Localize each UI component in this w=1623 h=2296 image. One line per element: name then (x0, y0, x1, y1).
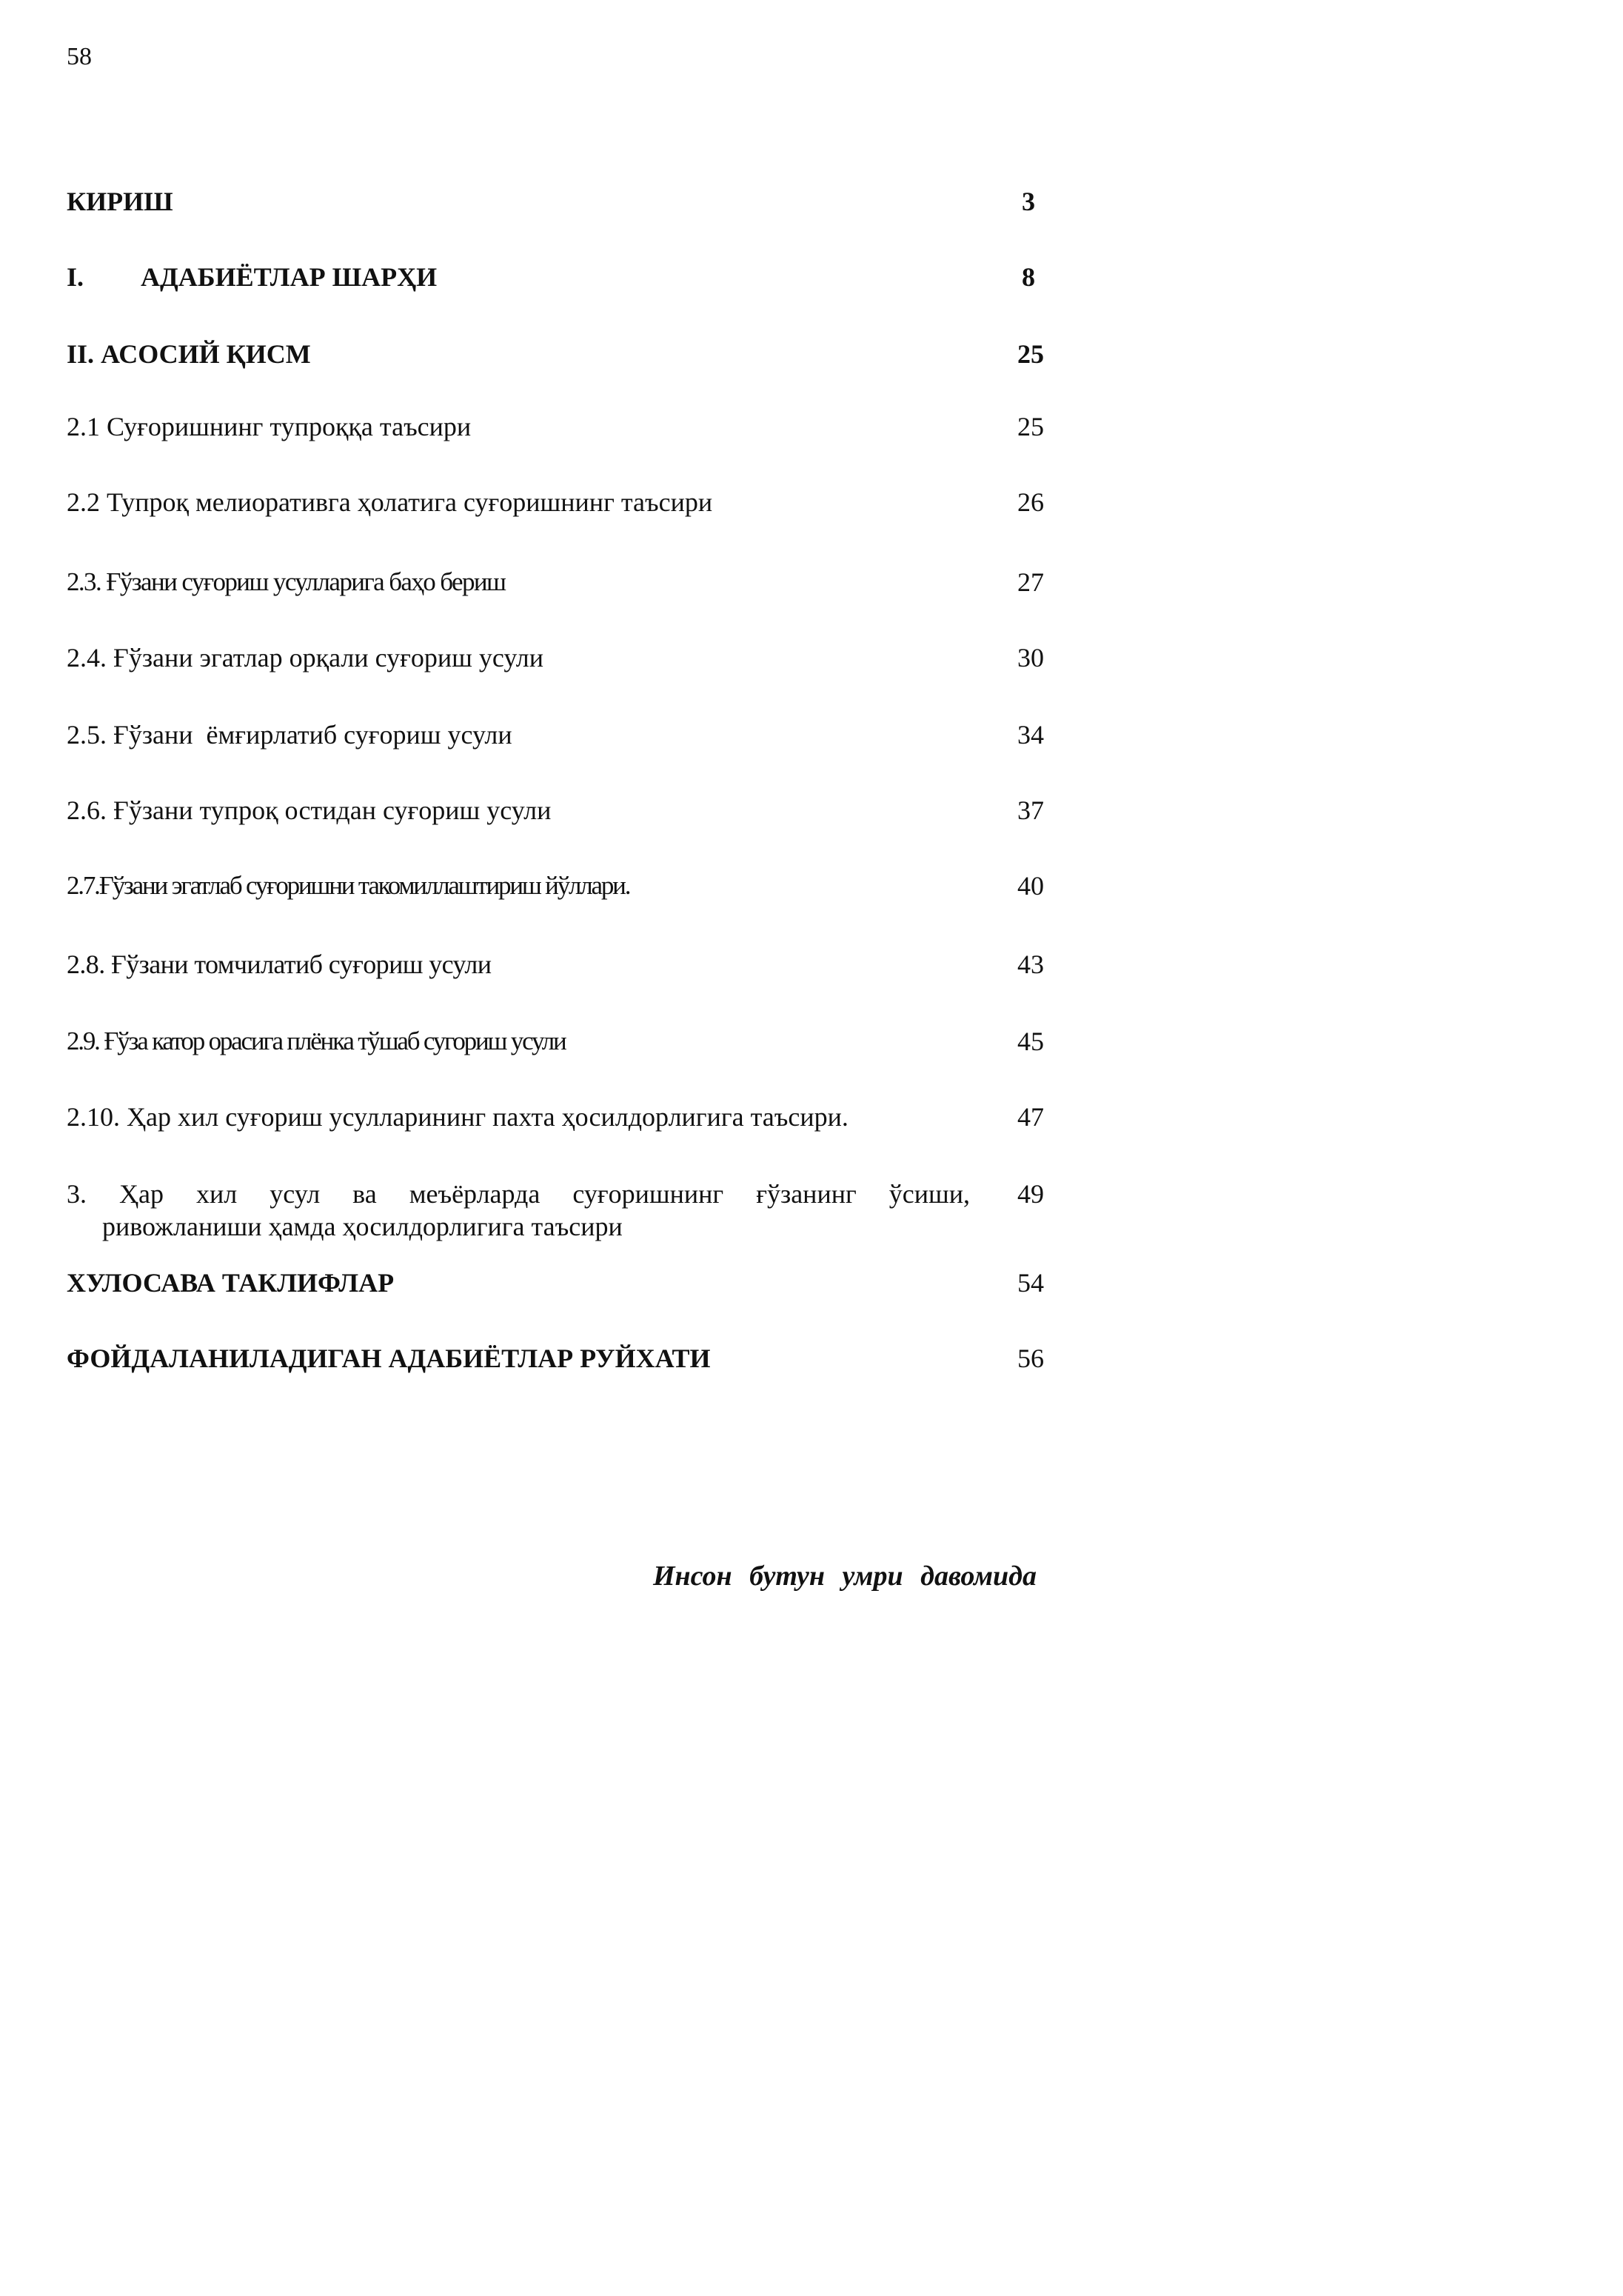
toc-entry-title: 2.1 Суғоришнинг тупроққа таъсири (67, 412, 472, 441)
toc-entry-page: 40 (1017, 871, 1044, 901)
toc-entry-page: 49 (1017, 1179, 1044, 1209)
toc-entry-page: 30 (1017, 643, 1044, 673)
toc-entry-title: 2.6. Ғўзани тупроқ остидан суғориш усули (67, 795, 552, 825)
toc-entry-title-text: АДАБИЁТЛАР ШАРҲИ (141, 262, 438, 292)
toc-entry-title: 2.7.Ғўзани эгатлаб суғоришни такомиллаштириш йўллари. (67, 871, 630, 900)
toc-entry-title-line-2: ривожланиши ҳамда ҳосилдорлигига таъсири (102, 1212, 623, 1241)
toc-entry-page: 8 (1022, 262, 1035, 292)
toc-entry-title (67, 1178, 970, 1243)
toc-entry-page: 25 (1017, 412, 1044, 441)
toc-entry-title: II. АСОСИЙ ҚИСМ (67, 339, 311, 369)
toc-entry-page: 34 (1017, 720, 1044, 750)
toc-entry-page: 56 (1017, 1344, 1044, 1373)
toc-entry-title: КИРИШ (67, 187, 173, 216)
toc-entry-page: 47 (1017, 1102, 1044, 1132)
toc-entry-title: 2.3. Ғўзани суғориш усулларига баҳо бериш (67, 567, 506, 596)
toc-entry-page: 3 (1022, 187, 1035, 216)
epigraph: Инсон бутун умри давомида (652, 1561, 1037, 1592)
toc-entry-page: 25 (1017, 339, 1044, 369)
toc-entry-title (67, 261, 977, 293)
toc-entry-page: 37 (1017, 795, 1044, 825)
toc-entry-page: 26 (1017, 487, 1044, 517)
toc-entry-title: ФОЙДАЛАНИЛАДИГАН АДАБИЁТЛАР РУЙХАТИ (67, 1344, 711, 1373)
toc-entry-title-line-1: 3. Ҳар хил усул ва меъёрларда суғоришнинг ғўзанинг ўсиши, (67, 1179, 970, 1209)
toc-entry-title: ХУЛОСАВА ТАКЛИФЛАР (67, 1268, 395, 1298)
toc-entry-title: 2.8. Ғўзани томчилатиб суғориш усули (67, 950, 492, 979)
toc-entry-page: 45 (1017, 1027, 1044, 1056)
page-number: 58 (67, 43, 92, 70)
toc-entry-number: I. (67, 262, 84, 292)
toc-entry-title: 2.2 Тупроқ мелиоративга ҳолатига суғоришнинг таъсири (67, 487, 713, 517)
toc-entry-page: 43 (1017, 950, 1044, 979)
toc-entry-page: 54 (1017, 1268, 1044, 1298)
toc-entry-title: 2.9. Ғўза катор орасига плёнка тўшаб сугориш усули (67, 1027, 566, 1055)
toc-entry-page: 27 (1017, 567, 1044, 597)
toc-entry-title: 2.10. Ҳар хил суғориш усулларининг пахта ҳосилдорлигига таъсири. (67, 1102, 849, 1132)
toc-entry-title: 2.5. Ғўзани ёмғирлатиб суғориш усули (67, 720, 512, 750)
toc-entry-title: 2.4. Ғўзани эгатлар орқали суғориш усули (67, 643, 544, 673)
